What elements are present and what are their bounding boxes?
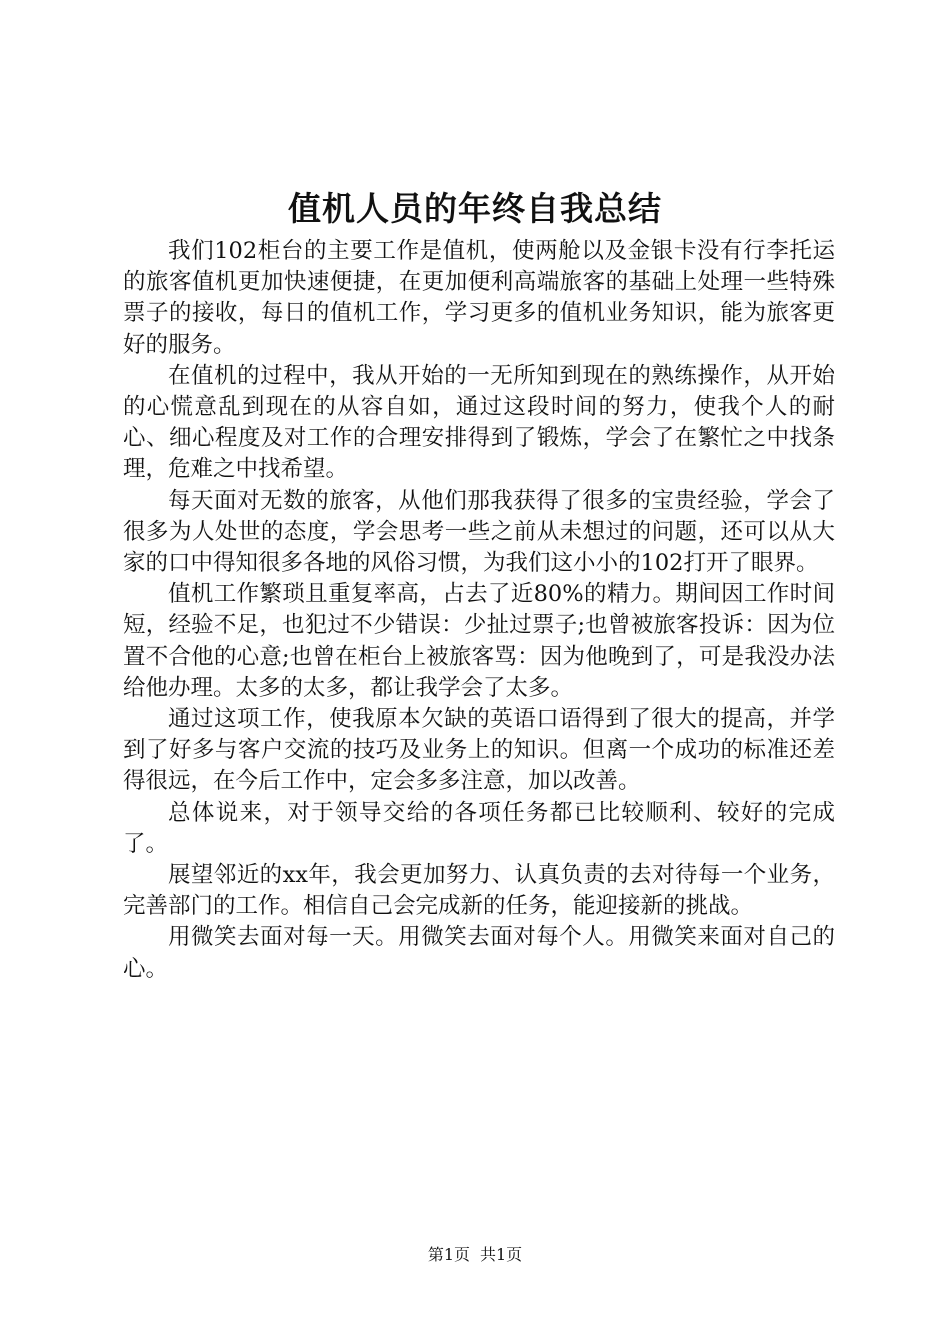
- document-body: [123, 236, 835, 985]
- paragraph-2: 在值机的过程中，我从开始的一无所知到现在的熟练操作，从开始的心慌意乱到现在的从容自如，通过这段时间的努力，使我个人的耐心、细心程度及对工作的合理安排得到了锻炼，学会了在繁忙之中找条理，危难之中找希望。: [123, 362, 835, 483]
- paragraph-5: 通过这项工作，使我原本欠缺的英语口语得到了很大的提高，并学到了好多与客户交流的技巧及业务上的知识。但离一个成功的标准还差得很远，在今后工作中，定会多多注意，加以改善。: [123, 706, 835, 795]
- paragraph-8: 用微笑去面对每一天。用微笑去面对每个人。用微笑来面对自己的心。: [123, 924, 835, 982]
- page-footer: [0, 1244, 950, 1266]
- paragraph-4: 值机工作繁琐且重复率高，占去了近80%的精力。期间因工作时间短，经验不足，也犯过不少错误：少扯过票子;也曾被旅客投诉：因为位置不合他的心意;也曾在柜台上被旅客骂：因为他晚到了，可是我没办法给他办理。太多的太多，都让我学会了太多。: [123, 581, 835, 701]
- paragraph-6: 总体说来，对于领导交给的各项任务都已比较顺利、较好的完成了。: [123, 799, 835, 857]
- paragraph-1: 我们102柜台的主要工作是值机，使两舱以及金银卡没有行李托运的旅客值机更加快速便捷，在更加便利高端旅客的基础上处理一些特殊票子的接收，每日的值机工作，学习更多的值机业务知识，能为旅客更好的服务。: [123, 238, 835, 358]
- document-title: 值机人员的年终自我总结: [288, 189, 662, 228]
- paragraph-3: 每天面对无数的旅客，从他们那我获得了很多的宝贵经验，学会了很多为人处世的态度，学会思考一些之前从未想过的问题，还可以从大家的口中得知很多各地的风俗习惯，为我们这小小的102打开了眼界。: [123, 487, 835, 577]
- page-total: 共1页: [480, 1245, 523, 1264]
- paragraph-7: 展望邻近的xx年，我会更加努力、认真负责的去对待每一个业务，完善部门的工作。相信自己会完成新的任务，能迎接新的挑战。: [123, 862, 835, 920]
- page-number: 第1页: [427, 1245, 470, 1264]
